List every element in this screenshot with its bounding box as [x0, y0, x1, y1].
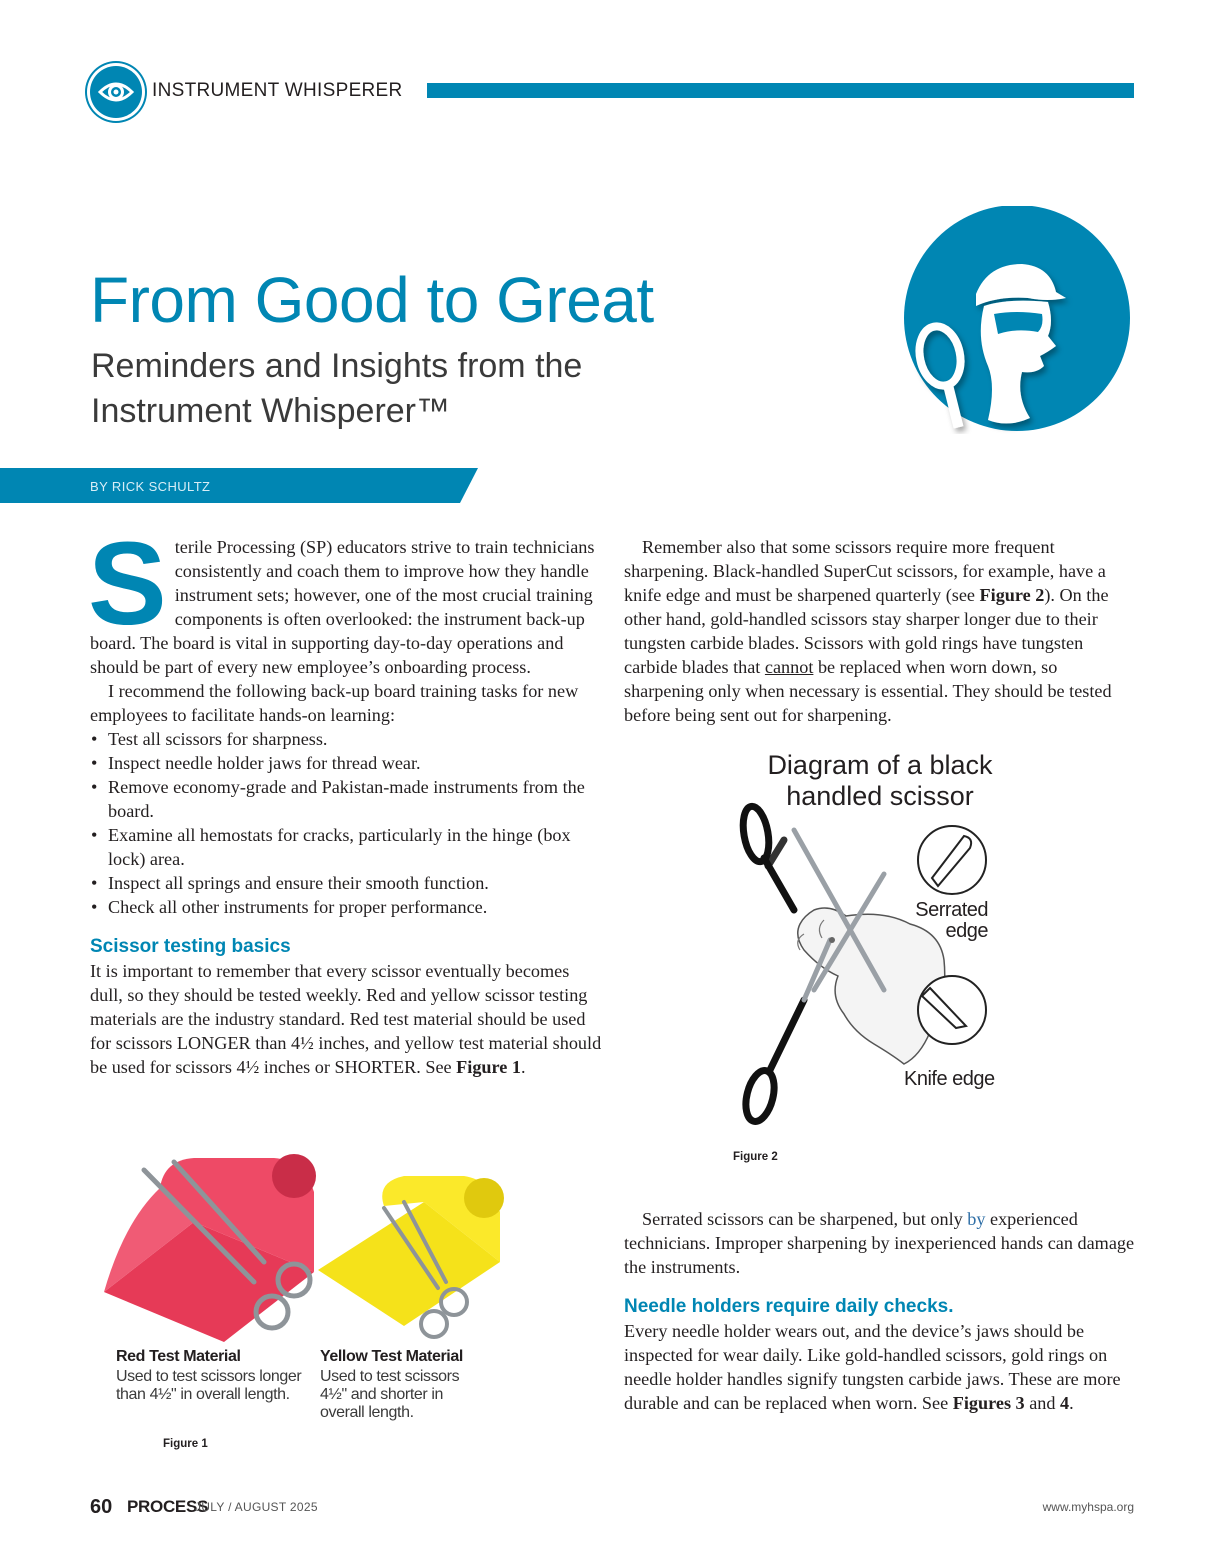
serrated-edge-label: Serrated edge	[915, 899, 988, 942]
intro-paragraph: Sterile Processing (SP) educators strive to train technicians consistently and coach them to improve how they handle instrument sets; however, one of the most crucial training components is often overlooked: the instrument back-up board. The board is vital in supporting day-to-day operations and should be part of every new employee’s onboarding process.	[88, 518, 595, 677]
section-label: INSTRUMENT WHISPERER	[152, 80, 403, 101]
red-material-description: Used to test scissors longer than 4½" in overall length.	[116, 1368, 302, 1403]
yellow-material-title: Yellow Test Material	[320, 1348, 463, 1365]
red-material-title: Red Test Material	[116, 1348, 241, 1365]
knife-edge-label: Knife edge	[904, 1068, 995, 1090]
list-item: • Inspect needle holder jaws for thread wear.	[108, 751, 602, 775]
list-item: • Remove economy-grade and Pakistan-made instruments from the board.	[108, 775, 602, 823]
list-item: • Test all scissors for sharpness.	[108, 727, 602, 751]
subtitle-line-2: Instrument Whisperer™	[91, 392, 450, 430]
paragraph: Remember also that some scissors require more frequent sharpening. Black-handled SuperCut scissors, for example, have a knife edge and must be sharpened quarterly (see Figure 2). On the other hand, gold-handled scissors stay sharper longer due to their tungsten carbide blades. Scissors with gold rings have tungsten carbide blades that cannot be replaced when worn down, so sharpening only when necessary is essential. They should be tested before being sent out for sharpening.	[624, 537, 1112, 725]
left-column	[88, 518, 602, 1079]
section-rule	[427, 83, 1134, 98]
paragraph: It is important to remember that every scissor eventually becomes dull, so they should be tested weekly. Red and yellow scissor testing materials are the industry standard. Red test material should be used for scissors LONGER than 4½ inches, and yellow test material should be used for scissors 4½ inches or SHORTER. See Figure 1.	[90, 961, 602, 1077]
eye-icon	[90, 66, 142, 118]
section-heading: Scissor testing basics	[90, 936, 291, 957]
right-column	[624, 535, 1136, 727]
right-column-lower	[624, 1207, 1136, 1415]
figure-1-caption: Figure 1	[163, 1438, 208, 1450]
byline-band	[0, 468, 478, 503]
list-item: • Examine all hemostats for cracks, particularly in the hinge (box lock) area.	[108, 823, 602, 871]
issue-date: JULY / AUGUST 2025	[195, 1500, 318, 1514]
byline: BY RICK SCHULTZ	[90, 479, 211, 494]
subtitle-line-1: Reminders and Insights from the	[91, 347, 583, 385]
figure-1-image	[104, 1152, 524, 1342]
page-number: 60	[90, 1496, 113, 1518]
list-item: • Check all other instruments for proper performance.	[108, 895, 602, 919]
paragraph: Every needle holder wears out, and the device’s jaws should be inspected for wear daily. Like gold-handled scissors, gold rings on needle holder handles signify tungsten carbide jaws. These are more durable and can be replaced when worn. See Figures 3 and 4.	[624, 1321, 1121, 1413]
article-subtitle	[91, 344, 711, 434]
article-title: From Good to Great	[90, 264, 654, 336]
figure-2-caption: Figure 2	[733, 1151, 778, 1163]
list-item: • Inspect all springs and ensure their smooth function.	[108, 871, 602, 895]
yellow-material-description: Used to test scissors 4½" and shorter in overall length.	[320, 1368, 460, 1421]
task-list	[90, 727, 602, 919]
detective-silhouette-icon	[898, 206, 1136, 434]
drop-cap: S	[88, 518, 167, 650]
magazine-name: PROCESS	[127, 1497, 209, 1516]
section-badge	[90, 66, 142, 118]
paragraph: I recommend the following back-up board training tasks for new employees to facilitate hands-on learning:	[90, 681, 579, 725]
section-heading: Needle holders require daily checks.	[624, 1296, 954, 1317]
paragraph: Serrated scissors can be sharpened, but only by experienced technicians. Improper sharpening by inexperienced hands can damage the instruments.	[624, 1209, 1135, 1277]
website-url: www.myhspa.org	[1042, 1500, 1134, 1514]
figure-2-title: Diagram of a black handled scissor	[767, 750, 993, 811]
